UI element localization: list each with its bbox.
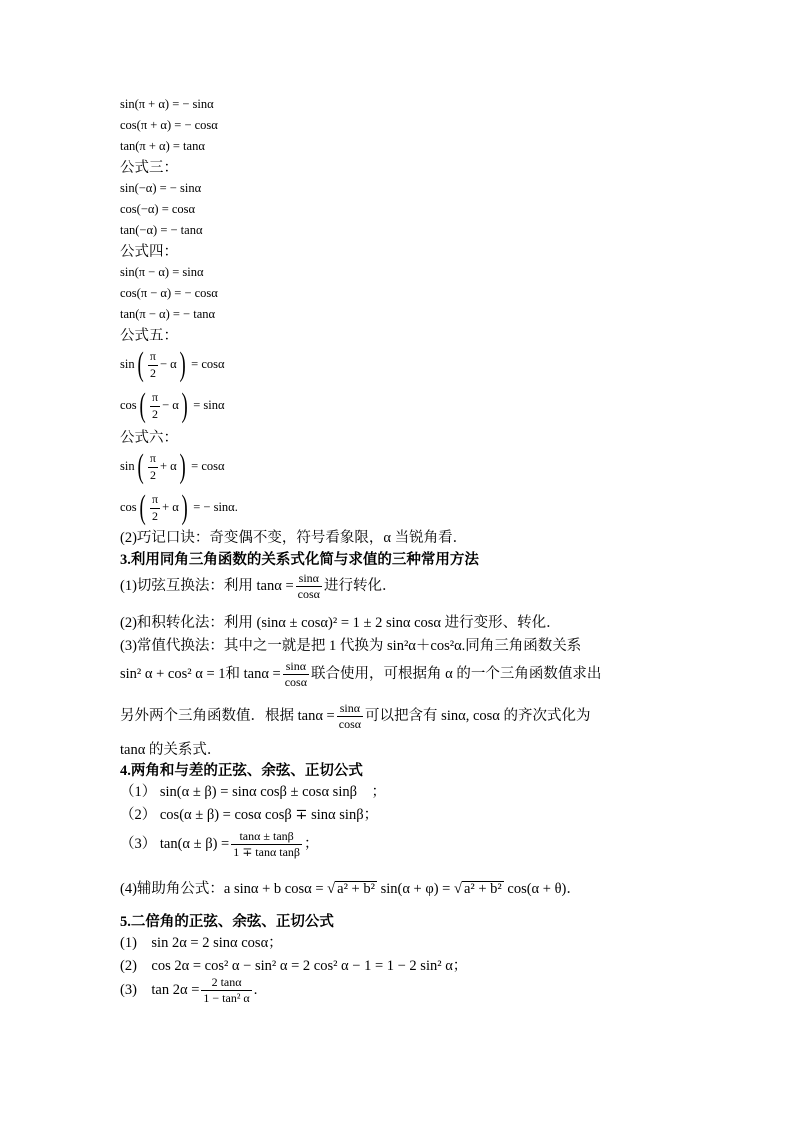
method-line: (1)切弦互换法：利用 tanα = $\frac{\sin\alpha}{\cos\alpha}$ 进行转化．: [120, 571, 397, 602]
formula-line: sin(π + α) = − sinα: [120, 97, 214, 111]
method-line: (3)常值代换法：其中之一就是把 1 代换为 sin²α＋cos²α.同角三角函数关系: [120, 638, 582, 654]
formula-line: sin( $\frac{\pi}{2}$ + α) = cosα: [120, 448, 225, 485]
formula-title: 公式六：: [120, 430, 178, 446]
formula-line: (2) cos 2α = cos² α − sin² α = 2 cos² α − 1 = 1 − 2 sin² α；: [120, 958, 468, 974]
formula-line: cos(−α) = cosα: [120, 202, 196, 216]
section-heading: 3.利用同角三角函数的关系式化简与求值的三种常用方法: [120, 552, 479, 568]
method-line: sin² α + cos² α = 1和 tanα = $\frac{\sin\alpha}{\cos\alpha}$ 联合使用，可根据角 α 的一个三角函数值求出: [120, 659, 602, 690]
section-heading: 4.两角和与差的正弦、余弦、正切公式: [120, 763, 363, 779]
formula-line: （2） cos(α ± β) = cosα cosβ ∓ sinα sinβ；: [120, 807, 379, 823]
formula-line: (4)辅助角公式：a sinα + b cosα = √ a² + b² sin(α + φ) = √ a² + b² cos(α + θ)．: [120, 881, 581, 897]
formula-line: tan(π + α) = tanα: [120, 139, 205, 153]
formula-line: (3) tan 2α = $\frac{2 \tan\alpha}{\text{1 − tan² α}}$ .: [120, 975, 258, 1006]
formula-line: tan(−α) = − tanα: [120, 223, 203, 237]
formula-line: tan(π − α) = − tanα: [120, 307, 216, 321]
formula-line: （1） sin(α ± β) = sinα cosβ ± cosα sinβ ；: [120, 784, 386, 800]
formula-title: 公式五：: [120, 328, 178, 344]
formula-line: cos( $\frac{\pi}{2}$ + α) = − sinα.: [120, 489, 238, 526]
formula-line: cos( $\frac{\pi}{2}$ − α) = sinα: [120, 387, 225, 424]
method-line: 另外两个三角函数值．根据 tanα = $\frac{\sin\alpha}{\cos\alpha}$ 可以把含有 sinα, cosα 的齐次式化为: [120, 701, 591, 732]
formula-line: sin( $\frac{\pi}{2}$ − α) = cosα: [120, 346, 225, 383]
section-heading: 5.二倍角的正弦、余弦、正切公式: [120, 914, 334, 930]
formula-line: (1) sin 2α = 2 sinα cosα；: [120, 935, 283, 951]
method-line: tanα 的关系式．: [120, 742, 222, 758]
formula-line: cos(π + α) = − cosα: [120, 118, 218, 132]
formula-title: 公式四：: [120, 244, 178, 260]
formula-line: cos(π − α) = − cosα: [120, 286, 218, 300]
formula-line: sin(π − α) = sinα: [120, 265, 204, 279]
formula-line: （3） tan(α ± β) = $\frac{\tan\alpha \pm \tan\beta}{\text{1 ∓ tanα tanβ}}$ ；: [120, 829, 319, 860]
formula-title: 公式三：: [120, 160, 178, 176]
mnemonic-text: (2)巧记口诀：奇变偶不变，符号看象限，α 当锐角看．: [120, 530, 468, 546]
formula-line: sin(−α) = − sinα: [120, 181, 202, 195]
method-line: (2)和积转化法：利用 (sinα ± cosα)² = 1 ± 2 sinα cosα 进行变形、转化．: [120, 615, 561, 631]
